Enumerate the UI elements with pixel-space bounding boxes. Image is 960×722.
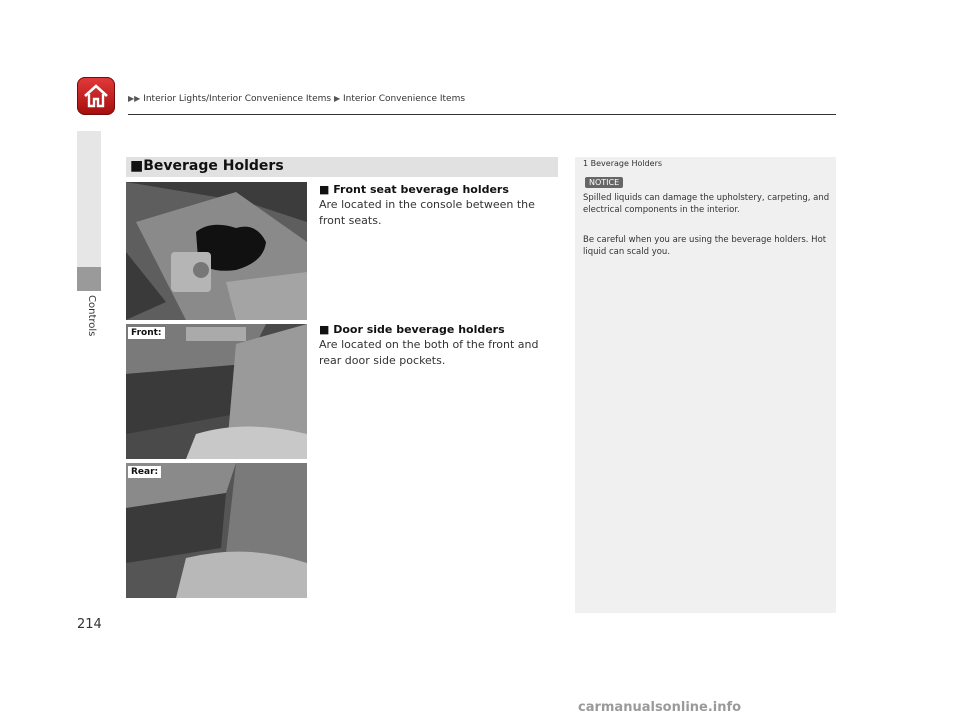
- home-icon: [82, 82, 110, 110]
- breadcrumb-item-2[interactable]: Interior Convenience Items: [343, 94, 466, 104]
- note-paragraph-1: Spilled liquids can damage the upholstery, carpeting, and electrical components in the interior.: [583, 193, 830, 215]
- side-note: [575, 157, 836, 613]
- note-title: 1 Beverage Holders: [583, 159, 663, 168]
- console-cupholder-image: [126, 182, 307, 320]
- item-title-front-seat: ■ Front seat beverage holders: [319, 183, 509, 196]
- home-button[interactable]: [77, 77, 115, 115]
- notice-badge: NOTICE: [585, 177, 623, 188]
- front-door-pocket-image: [126, 324, 307, 459]
- item-body-front-seat: Are located in the console between the front seats.: [319, 198, 535, 227]
- sidebar-label: Controls: [86, 295, 97, 337]
- breadcrumb-arrow-icon: ▶▶: [128, 94, 141, 103]
- page-number: 214: [77, 617, 102, 632]
- note-marker-icon: 1: [583, 159, 589, 168]
- rear-door-pocket-image: [126, 463, 307, 598]
- sidebar-tab-controls[interactable]: [77, 267, 101, 291]
- section-title: ■Beverage Holders: [130, 158, 284, 174]
- sidebar-strip: [77, 131, 101, 267]
- note-paragraph-2: Be careful when you are using the beverage holders. Hot liquid can scald you.: [583, 235, 827, 257]
- rear-image-label: Rear:: [128, 466, 161, 478]
- front-image-label: Front:: [128, 327, 165, 339]
- breadcrumb-item-1[interactable]: Interior Lights/Interior Convenience Items: [143, 94, 332, 104]
- header-divider: [128, 114, 836, 115]
- breadcrumb-arrow-icon: ▶: [333, 94, 341, 103]
- breadcrumb: [128, 94, 465, 104]
- item-title-door-side: ■ Door side beverage holders: [319, 323, 505, 336]
- watermark: carmanualsonline.info: [578, 700, 742, 715]
- section-header: [126, 157, 558, 177]
- item-body-door-side: Are located on the both of the front and rear door side pockets.: [319, 338, 539, 367]
